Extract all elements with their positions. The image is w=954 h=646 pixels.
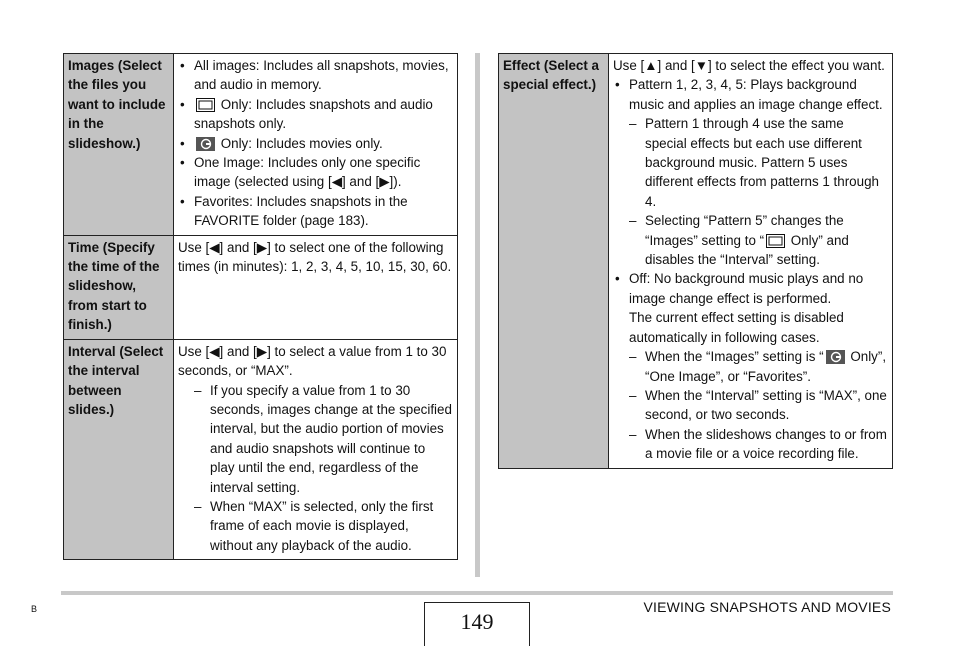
time-setting-description: Use [◀] and [▶] to select one of the following times (in minutes): 1, 2, 3, 4, 5, 10, 15, 30, 60. <box>174 235 458 339</box>
list-item-text: Only” and disables the “Interval” setting. <box>645 232 849 268</box>
table-row <box>64 339 458 559</box>
interval-intro: Use [◀] and [▶] to select a value from 1 to 30 seconds, or “MAX”. <box>178 343 447 379</box>
corner-mark: B <box>31 604 38 614</box>
list-item-text: Only”, “One Image”, or “Favorites”. <box>645 349 887 384</box>
off-note: The current effect setting is disabled automatically in following cases. <box>629 310 844 345</box>
list-item <box>178 192 453 231</box>
page-number: 149 <box>424 602 530 646</box>
list-item-text: All images: Includes all snapshots, movies, and audio in memory. <box>194 58 449 93</box>
list-item <box>629 347 888 386</box>
interval-setting-label: Interval (Select the interval between slides.) <box>64 339 174 559</box>
list-item-text: Only: Includes snapshots and audio snapshots only. <box>194 96 433 132</box>
movie-icon <box>826 350 845 364</box>
list-item <box>178 95 453 134</box>
snapshot-icon <box>196 98 215 112</box>
list-item <box>613 75 888 269</box>
list-item-text: Only: Includes movies only. <box>217 135 383 151</box>
effect-setting-label: Effect (Select a special effect.) <box>499 54 609 469</box>
list-item <box>178 153 453 192</box>
snapshot-icon <box>766 234 785 248</box>
list-item-text: When the “Images” setting is “ <box>645 349 824 365</box>
list-item: – When the “Interval” setting is “MAX”, one second, or two seconds. <box>629 386 888 425</box>
interval-setting-description <box>174 339 458 559</box>
effect-intro: Use [▲] and [▼] to select the effect you want. <box>613 58 885 73</box>
time-setting-label: Time (Specify the time of the slideshow, from start to finish.) <box>64 235 174 339</box>
list-item <box>629 211 888 269</box>
right-settings-table <box>498 53 893 469</box>
list-item-text: Selecting “Pattern 5” changes the “Images” setting to “ <box>645 213 844 248</box>
column-divider <box>475 53 480 577</box>
off-item-text: Off: No background music plays and no image change effect is performed. <box>629 271 864 306</box>
list-item <box>613 269 888 463</box>
effect-setting-description <box>609 54 893 469</box>
list-item: – When the slideshows changes to or from a movie file or a voice recording file. <box>629 425 888 464</box>
list-item: – If you specify a value from 1 to 30 seconds, images change at the specified interval, but the audio portion of movies and audio snapshots will continue to play until the end, regardless of the interval setting. <box>194 381 453 497</box>
list-item <box>178 56 453 95</box>
left-settings-table <box>63 53 458 560</box>
list-item: – Pattern 1 through 4 use the same special effects but each use different background music. Pattern 5 uses different effects from patterns 1 through 4. <box>629 114 888 211</box>
list-item-text: One Image: Includes only one specific image (selected using [◀] and [▶]). <box>194 155 421 190</box>
table-row <box>64 235 458 339</box>
pattern-item-text: Pattern 1, 2, 3, 4, 5: Plays background music and applies an image change effect. <box>629 77 883 112</box>
images-setting-label: Images (Select the files you want to include in the slideshow.) <box>64 54 174 236</box>
list-item-text: Favorites: Includes snapshots in the FAVORITE folder (page 183). <box>194 193 408 229</box>
list-item: – When “MAX” is selected, only the first frame of each movie is displayed, without any playback of the audio. <box>194 497 453 555</box>
table-row <box>499 54 893 469</box>
list-item <box>178 134 453 153</box>
images-setting-description <box>174 54 458 236</box>
footer-rule <box>61 591 893 595</box>
section-title: VIEWING SNAPSHOTS AND MOVIES <box>643 599 891 615</box>
movie-icon <box>196 137 215 151</box>
table-row <box>64 54 458 236</box>
